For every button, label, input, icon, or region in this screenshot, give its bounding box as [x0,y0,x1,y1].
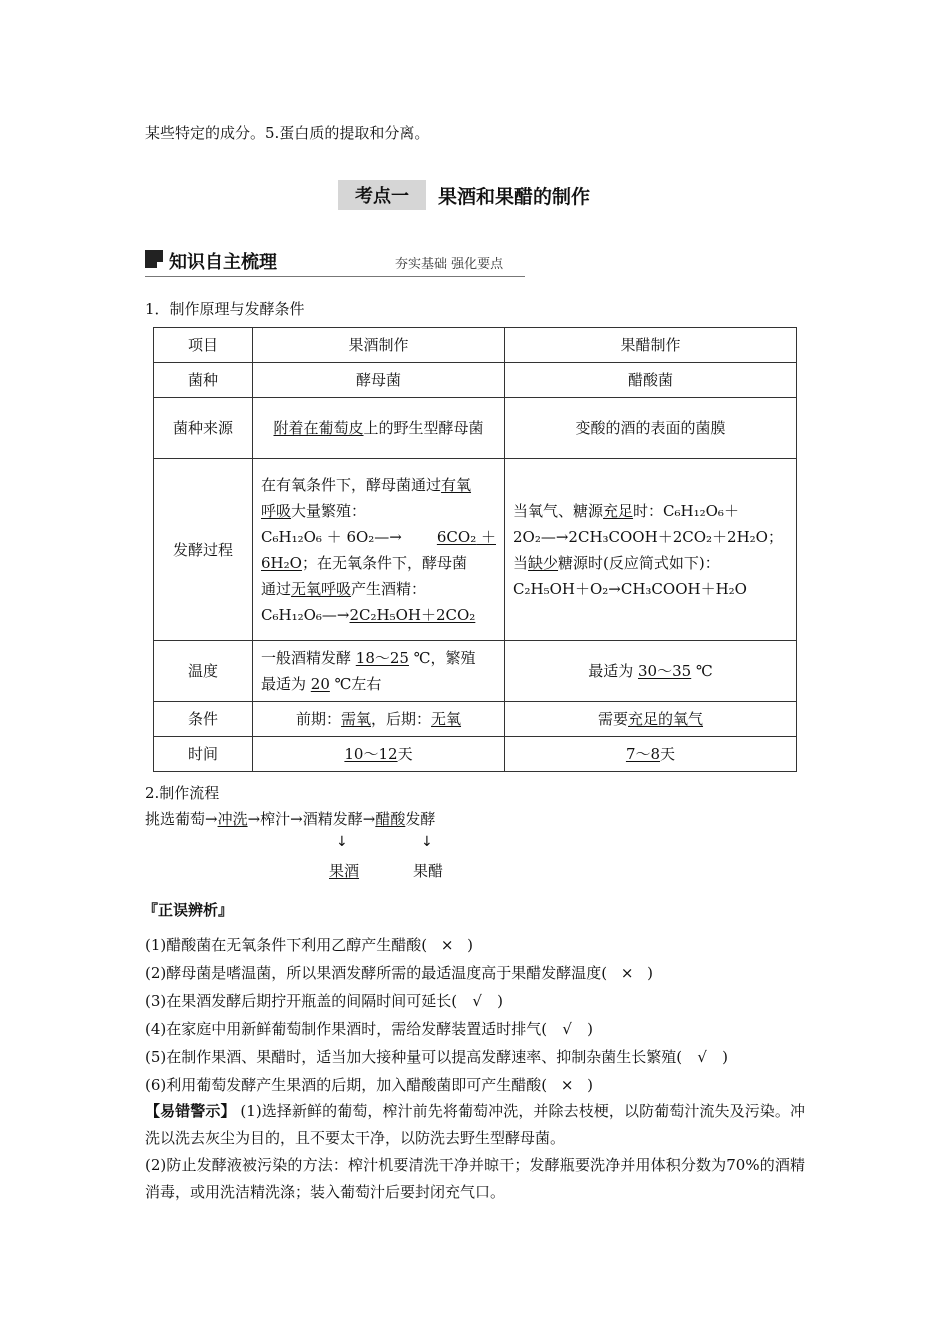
judge-item: (2)酵母菌是嗜温菌，所以果酒发酵所需的最适温度高于果醋发酵温度( × ) [145,964,653,982]
flow-output-wine: 果酒 [329,862,360,880]
cell-wine: 在有氧条件下，酵母菌通过有氧 呼吸大量繁殖： C₆H₁₂O₆ ＋ 6O₂—→ 6CO₂ ＋ 6H₂O；在无氧条件下，酵母菌 通过无氧呼吸产生酒精： C₆H₁₂O₆—→2C₂H₅OH＋2CO₂ [253,459,505,641]
flow-line: 挑选葡萄→冲洗→榨汁→酒精发酵→醋酸发酵 [145,810,436,828]
row-label: 时间 [154,737,253,772]
row-label: 发酵过程 [154,459,253,641]
row-label: 温度 [154,641,253,702]
judge-item: (6)利用葡萄发酵产生果酒的后期，加入醋酸菌即可产生醋酸( × ) [145,1076,593,1094]
down-arrow-icon: ↓ [421,834,433,850]
judge-title: 『正误辨析』 [143,901,234,919]
row-label: 条件 [154,702,253,737]
cell-vinegar: 醋酸菌 [505,363,797,398]
knowledge-title: 知识自主梳理 [169,252,277,273]
cell-vinegar: 最适为 30～35 ℃ [505,641,797,702]
table-row [154,363,797,398]
flow-output-vinegar: 果醋 [413,862,444,880]
cell-wine: 附着在葡萄皮上的野生型酵母菌 [253,398,505,459]
section-title: 果酒和果醋的制作 [438,186,591,208]
warning-block [145,1098,805,1206]
principle-table [153,327,797,772]
header-item: 项目 [154,328,253,363]
warning-p1: (1)选择新鲜的葡萄，榨汁前先将葡萄冲洗，并除去枝梗，以防葡萄汁流失及污染。冲洗以洗去灰尘为目的，且不要太干净，以防洗去野生型酵母菌。 [145,1102,805,1147]
warning-p2: (2)防止发酵液被污染的方法：榨汁机要清洗干净并晾干；发酵瓶要洗净并用体积分数为70%的酒精消毒，或用洗洁精洗涤；装入葡萄汁后要封闭充气口。 [145,1156,805,1201]
table-row [154,737,797,772]
cell-vinegar: 变酸的酒的表面的菌膜 [505,398,797,459]
cell-wine: 前期：需氧，后期：无氧 [253,702,505,737]
row-label: 菌种 [154,363,253,398]
cell-vinegar: 当氧气、糖源充足时：C₆H₁₂O₆＋ 2O₂—→2CH₃COOH＋2CO₂＋2H₂O； 当缺少糖源时(反应简式如下)： C₂H₅OH＋O₂→CH₃COOH＋H₂O [505,459,797,641]
section-badge: 考点一 [338,180,426,210]
intro-line: 某些特定的成分。5.蛋白质的提取和分离。 [145,124,430,142]
table-row [154,702,797,737]
judge-item: (5)在制作果酒、果醋时，适当加大接种量可以提高发酵速率、抑制杂菌生长繁殖( √ ) [145,1048,728,1066]
table-row [154,641,797,702]
cell-wine: 10～12天 [253,737,505,772]
table-row [154,398,797,459]
header-wine: 果酒制作 [253,328,505,363]
judge-item: (4)在家庭中用新鲜葡萄制作果酒时，需给发酵装置适时排气( √ ) [145,1020,593,1038]
square-icon [145,250,163,268]
divider [145,276,525,277]
judge-item: (1)醋酸菌在无氧条件下利用乙醇产生醋酸( × ) [145,936,473,954]
down-arrow-icon: ↓ [336,834,348,850]
heading-principle: 1．制作原理与发酵条件 [145,300,305,318]
cell-wine: 酵母菌 [253,363,505,398]
judge-item: (3)在果酒发酵后期拧开瓶盖的间隔时间可延长( √ ) [145,992,503,1010]
heading-flow: 2.制作流程 [145,784,220,802]
cell-wine: 一般酒精发酵 18～25 ℃，繁殖 最适为 20 ℃左右 [253,641,505,702]
header-vinegar: 果醋制作 [505,328,797,363]
warning-label: 【易错警示】 [145,1102,236,1120]
table-header-row [154,328,797,363]
cell-vinegar: 7～8天 [505,737,797,772]
row-label: 菌种来源 [154,398,253,459]
cell-vinegar: 需要充足的氧气 [505,702,797,737]
knowledge-subtitle: 夯实基础 强化要点 [395,257,504,272]
table-row [154,459,797,641]
